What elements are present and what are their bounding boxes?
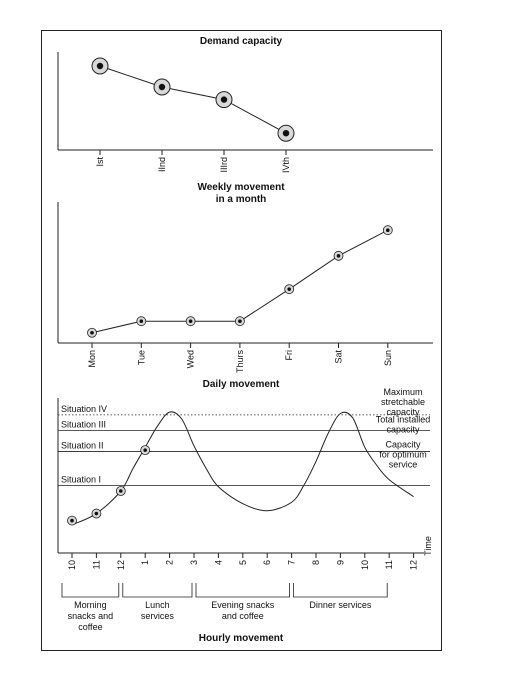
hourly-x-tick-label: 10: [359, 560, 370, 571]
service-period-label-line: snacks and: [67, 611, 114, 621]
time-axis-label: Time: [423, 536, 433, 556]
hourly-x-tick-label: 6: [262, 560, 273, 566]
hourly-x-tick-label: 8: [311, 560, 321, 566]
demand-point: [283, 130, 289, 136]
situation-label: Situation II: [61, 440, 104, 451]
service-period-label-line: coffee: [78, 622, 103, 632]
service-period-label-line: Lunch: [145, 600, 170, 610]
hourly-point: [143, 448, 147, 452]
situation-label: Situation III: [61, 419, 107, 430]
demand-point: [221, 96, 227, 102]
hourly-x-tick-label: 12: [115, 560, 126, 571]
demand-point: [97, 63, 103, 69]
weekly-x-tick-label: Fri: [284, 350, 295, 361]
service-bracket: [294, 583, 388, 597]
hourly-point: [70, 519, 74, 523]
weekly-movement-caption-line1: Weekly movement: [197, 182, 285, 193]
capacity-annotation-line: Total installed: [375, 414, 431, 425]
service-bracket: [62, 583, 119, 597]
demand-x-tick-label: IVth: [281, 157, 291, 174]
hourly-x-tick-label: 1: [140, 560, 151, 566]
weekly-point: [287, 287, 291, 291]
weekly-point: [90, 331, 94, 335]
capacity-annotation-line: capacity: [386, 424, 420, 435]
figure-frame: [42, 31, 442, 651]
capacity-annotation-line: Maximum: [383, 386, 423, 397]
situation-label: Situation I: [61, 474, 102, 485]
hourly-x-tick-label: 9: [335, 560, 346, 566]
service-period-label-line: Evening snacks: [211, 600, 275, 610]
capacity-annotation-line: capacity: [386, 406, 420, 417]
demand-point: [159, 84, 165, 90]
hourly-point: [95, 512, 99, 516]
hourly-movement-caption: Hourly movement: [198, 633, 284, 644]
weekly-x-tick-label: Thurs: [234, 350, 245, 374]
hourly-x-tick-label: 7: [286, 560, 297, 566]
demand-x-tick-label: IIIrd: [219, 157, 229, 173]
hourly-x-tick-label: 2: [164, 560, 175, 566]
service-period-label-line: Dinner services: [309, 600, 372, 610]
weekly-point: [386, 228, 390, 232]
hourly-x-tick-label: 3: [189, 560, 199, 566]
service-period-label: [68, 600, 114, 632]
service-period-label-line: services: [140, 611, 174, 621]
hourly-x-tick-label: 12: [408, 560, 419, 571]
service-bracket: [123, 583, 192, 597]
weekly-point: [189, 319, 193, 323]
weekly-x-tick-label: Sat: [333, 350, 344, 364]
capacity-annotation-line: stretchable: [380, 396, 426, 407]
capacity-annotation: [381, 387, 425, 417]
weekly-x-tick-label: Mon: [87, 350, 97, 368]
capacity-annotation: [379, 440, 427, 470]
weekly-point: [238, 319, 242, 323]
demand-capacity-line: [100, 66, 286, 133]
service-period-label: [309, 600, 372, 610]
capacity-annotation-line: for optimum: [379, 449, 427, 460]
service-period-label-line: and coffee: [221, 611, 264, 621]
hourly-point: [119, 489, 123, 493]
capacity-annotation-line: Capacity: [385, 439, 421, 450]
weekly-movement-caption-line2: in a month: [215, 194, 267, 205]
situation-label: Situation IV: [61, 403, 108, 414]
hourly-x-tick-label: 11: [91, 560, 102, 570]
hourly-x-tick-label: 11: [384, 560, 395, 570]
weekly-x-tick-label: Sun: [382, 350, 393, 367]
weekly-point: [337, 254, 341, 258]
service-period-label-line: Morning: [74, 600, 107, 610]
weekly-x-tick-label: Tue: [136, 350, 147, 366]
service-period-label: [211, 600, 275, 621]
weekly-x-tick-label: Wed: [185, 350, 196, 369]
hourly-x-tick-label: 10: [67, 560, 77, 571]
daily-movement-caption: Daily movement: [202, 379, 280, 390]
hourly-x-tick-label: 4: [213, 560, 224, 566]
hourly-demand-curve: [72, 412, 414, 525]
hourly-x-tick-label: 5: [237, 560, 248, 566]
demand-x-tick-label: Ist: [95, 157, 105, 167]
service-period-label: [141, 600, 175, 621]
capacity-annotation-line: service: [388, 459, 418, 470]
demand-x-tick-label: IInd: [157, 157, 167, 173]
demand-capacity-title: Demand capacity: [199, 36, 283, 47]
service-bracket: [196, 583, 290, 597]
weekly-point: [140, 319, 144, 323]
capacity-annotation: [376, 414, 431, 434]
